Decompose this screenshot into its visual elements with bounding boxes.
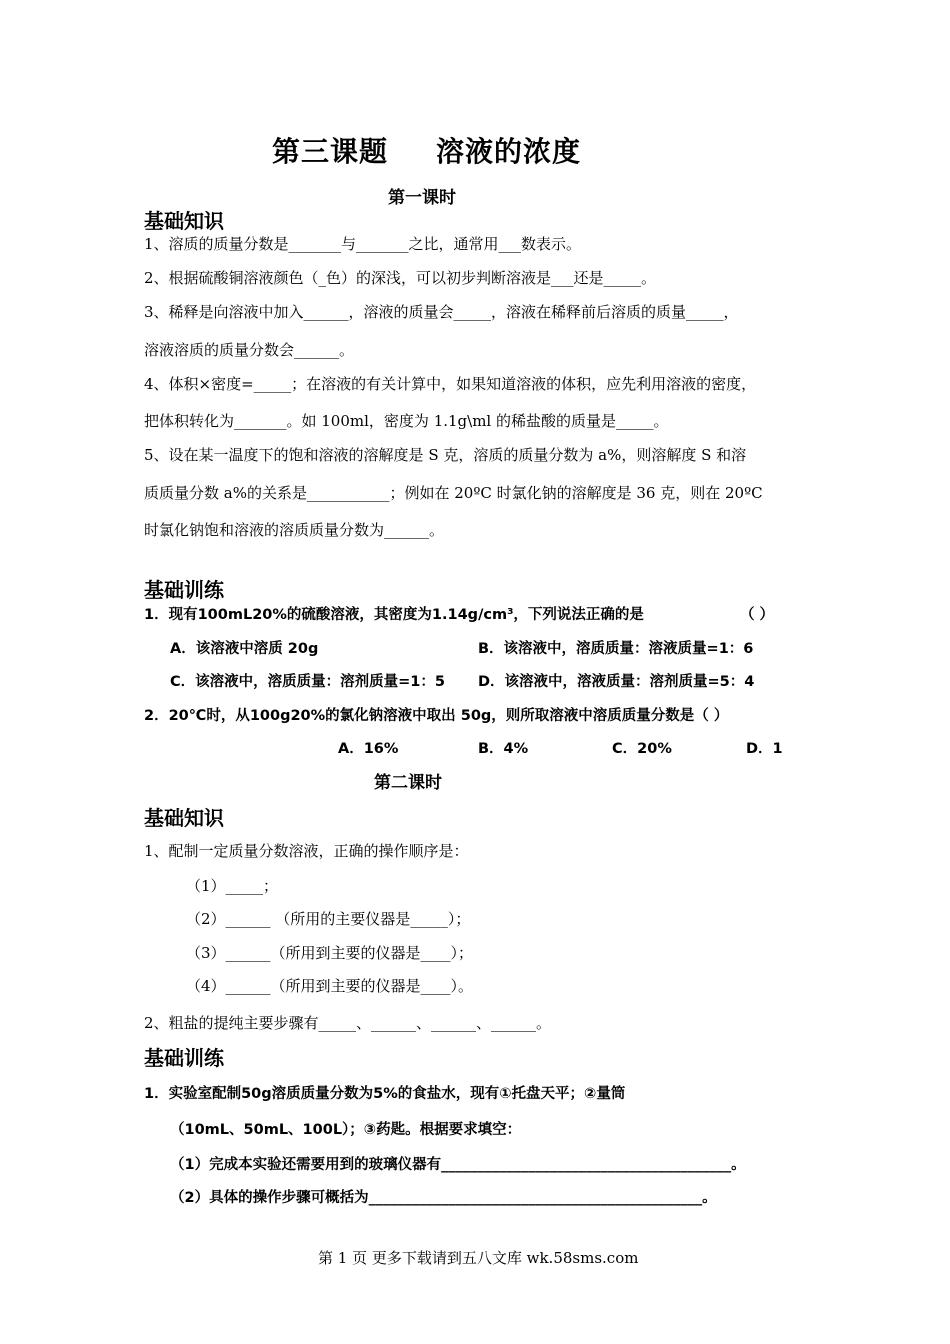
training-line: （10mL、50mL、100L）；③药匙。根据要求填空：	[170, 1122, 522, 1138]
title-part1: 第三课题	[272, 135, 389, 168]
lesson1-training-heading: 基础训练	[144, 578, 224, 602]
lesson2-training-heading: 基础训练	[144, 1046, 224, 1070]
knowledge-intro: 1、配制一定质量分数溶液，正确的操作顺序是：	[144, 842, 469, 860]
procedure-step: （1）_____；	[186, 877, 279, 895]
question-2-stem: 2．20℃时，从100g20%的氯化钠溶液中取出 50g，则所取溶液中溶质质量分数是（ ）	[144, 708, 729, 724]
question-2-option-c: C．20%	[612, 741, 672, 757]
question-2-option-d: D．1	[746, 741, 783, 757]
knowledge-line: 2、根据硫酸铜溶液颜色（_色）的深浅，可以初步判断溶液是___还是_____。	[144, 269, 657, 287]
question-1-bracket: （ ）	[740, 607, 775, 623]
procedure-step: （3）______（所用到主要的仪器是____）；	[186, 944, 474, 962]
question-1-stem: 1．现有100mL20%的硫酸溶液，其密度为1.14g/cm³，下列说法正确的是	[144, 607, 644, 623]
question-1-option-d: D．该溶液中，溶液质量：溶剂质量=5：4	[478, 674, 755, 690]
knowledge-item-2: 2、粗盐的提纯主要步骤有_____、______、______、______。	[144, 1014, 552, 1032]
lesson2-heading: 第二课时	[374, 773, 442, 793]
question-2-option-b: B．4%	[478, 741, 529, 757]
lesson2-knowledge-heading: 基础知识	[144, 806, 224, 830]
lesson1-heading: 第一课时	[388, 188, 456, 208]
training-line: （1）完成本实验还需要用到的玻璃仪器有________________________________________。	[170, 1157, 746, 1173]
training-line: 1．实验室配制50g溶质质量分数为5%的食盐水，现有①托盘天平；②量筒	[144, 1086, 626, 1102]
knowledge-line: 5、设在某一温度下的饱和溶液的溶解度是 S 克，溶质的质量分数为 a%，则溶解度 S 和溶	[144, 446, 747, 464]
question-1-option-b: B．该溶液中，溶质质量：溶液质量=1：6	[478, 641, 754, 657]
question-1-option-c: C．该溶液中，溶质质量：溶剂质量=1：5	[170, 674, 445, 690]
procedure-step: （2）______ （所用的主要仪器是_____）；	[186, 910, 471, 928]
question-2-option-a: A．16%	[338, 741, 399, 757]
question-1-option-a: A．该溶液中溶质 20g	[170, 641, 319, 657]
title-part2: 溶液的浓度	[436, 135, 582, 168]
knowledge-line: 3、稀释是向溶液中加入______，溶液的质量会_____，溶液在稀释前后溶质的质量_____，	[144, 303, 739, 321]
training-line: （2）具体的操作步骤可概括为______________________________________________。	[170, 1190, 717, 1206]
knowledge-line: 质质量分数 a%的关系是___________；例如在 20ºC 时氯化钠的溶解度是 36 克，则在 20ºC	[144, 484, 763, 502]
page-footer: 第 1 页 更多下载请到五八文库 wk.58sms.com	[318, 1249, 639, 1267]
knowledge-line: 1、溶质的质量分数是_______与_______之比，通常用___数表示。	[144, 235, 582, 253]
procedure-step: （4）______（所用到主要的仪器是____）。	[186, 977, 474, 995]
page-title	[272, 130, 581, 170]
knowledge-line: 把体积转化为_______。如 100ml，密度为 1.1g\ml 的稀盐酸的质量是_____。	[144, 412, 669, 430]
knowledge-line: 4、体积×密度=_____；在溶液的有关计算中，如果知道溶液的体积，应先利用溶液的密度，	[144, 375, 757, 393]
lesson1-knowledge-heading: 基础知识	[144, 209, 224, 233]
knowledge-line: 时氯化钠饱和溶液的溶质质量分数为______。	[144, 521, 445, 539]
knowledge-line: 溶液溶质的质量分数会______。	[144, 341, 355, 359]
